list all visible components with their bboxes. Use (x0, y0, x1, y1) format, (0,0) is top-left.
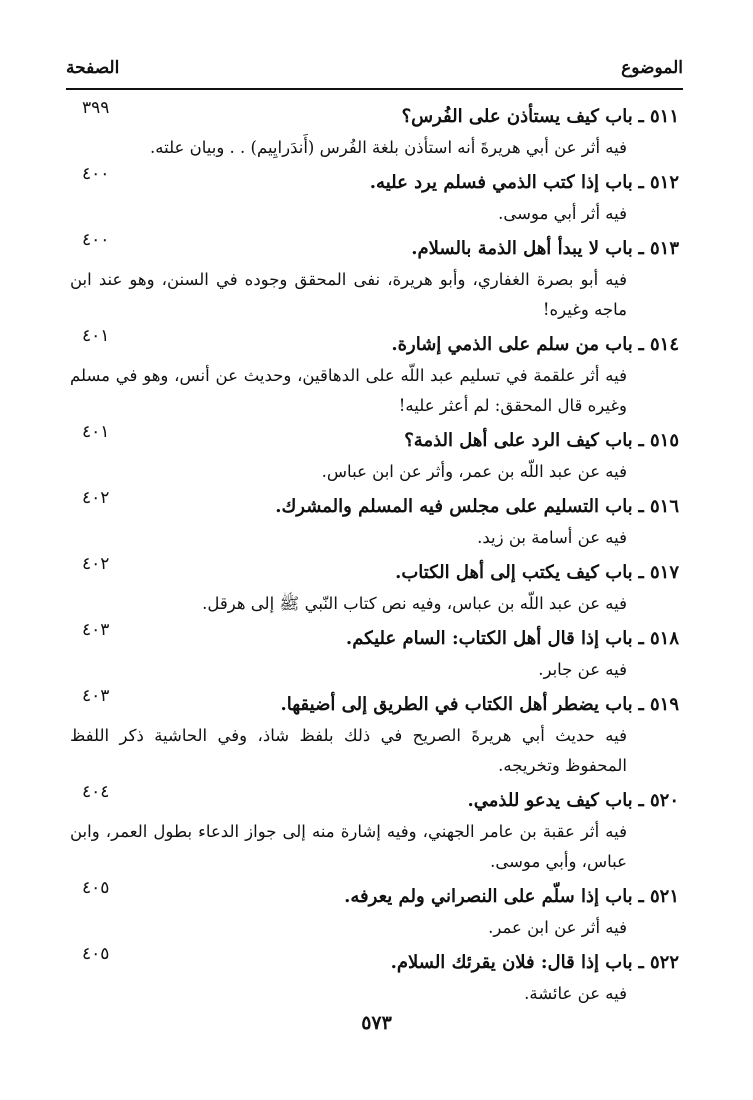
entry-heading (70, 232, 679, 265)
list-item (70, 166, 679, 232)
table-header (66, 56, 683, 86)
entry-heading (70, 946, 679, 979)
entry-description: فيه أبو بصرة الغفاري، وأبو هريرة، نفى المحقق وجوده في السنن، وهو عند ابن ماجه وغيره! (70, 270, 627, 319)
entry-title: باب من سلم على الذمي إشارة. (391, 334, 633, 355)
entry-title: باب إذا كتب الذمي فسلم يرد عليه. (369, 172, 633, 193)
entry-page-number: ٤٠١ (82, 422, 110, 442)
list-item (70, 328, 679, 424)
entries-list (70, 100, 679, 1012)
entry-title: باب لا يبدأ أهل الذمة بالسلام. (411, 238, 633, 259)
entry-number: ٥١٧ ـ (638, 562, 679, 583)
entry-page-number: ٤٠٠ (82, 164, 110, 184)
list-item (70, 232, 679, 328)
entry-description: فيه عن جابر. (538, 660, 627, 679)
entry-description: فيه عن عبد اللّه بن عمر، وأثر عن ابن عباس. (321, 462, 627, 481)
entry-number: ٥٢٠ ـ (638, 790, 679, 811)
entry-title: باب يضطر أهل الكتاب في الطريق إلى أضيقها. (280, 694, 633, 715)
entry-description: فيه حديث أبي هريرةَ الصريح في ذلك بلفظ شاذ، وفي الحاشية ذكر اللفظ المحفوظ وتخريجه. (70, 726, 627, 775)
entry-heading (70, 100, 679, 133)
entry-description: فيه أثر عقبة بن عامر الجهني، وفيه إشارة منه إلى جواز الدعاء بطول العمر، وابن عباس، وأبي موسى. (70, 822, 627, 871)
entry-title: باب التسليم على مجلس فيه المسلم والمشرك. (275, 496, 633, 517)
entry-page-number: ٤٠٠ (82, 230, 110, 250)
entry-number: ٥٢١ ـ (638, 886, 679, 907)
entry-description: فيه عن عبد اللّه بن عباس، وفيه نص كتاب النّبي ﷺ إلى هرقل. (202, 594, 627, 613)
entry-title: باب كيف يكتب إلى أهل الكتاب. (395, 562, 633, 583)
list-item (70, 490, 679, 556)
entry-number: ٥٢٢ ـ (638, 952, 679, 973)
entry-number: ٥١١ ـ (638, 106, 679, 127)
entry-heading (70, 166, 679, 199)
list-item (70, 556, 679, 622)
entry-number: ٥١٦ ـ (638, 496, 679, 517)
header-divider (66, 88, 683, 90)
page-column-label: الصفحة (66, 58, 120, 78)
entry-heading (70, 424, 679, 457)
entry-title: باب كيف يستأذن على الفُرس؟ (401, 106, 633, 127)
list-item (70, 946, 679, 1012)
entry-page-number: ٤٠٢ (82, 488, 110, 508)
entry-title: باب إذا قال: فلان يقرئك السلام. (390, 952, 633, 973)
entry-heading (70, 880, 679, 913)
entry-number: ٥١٥ ـ (638, 430, 679, 451)
entry-heading (70, 328, 679, 361)
entry-number: ٥١٤ ـ (638, 334, 679, 355)
entry-description: فيه أثر عن أبي هريرةَ أنه استأذن بلغة الفُرس (أَندَرايِيم) . . وبيان علته. (150, 138, 627, 157)
entry-description: فيه أثر علقمة في تسليم عبد اللّه على الدهاقين، وحديث عن أنس، وهو في مسلم وغيره قال المحقق: لم أعثر عليه! (70, 366, 627, 415)
entry-number: ٥١٢ ـ (638, 172, 679, 193)
entry-description: فيه عن عائشة. (524, 984, 627, 1003)
entry-title: باب إذا قال أهل الكتاب: السام عليكم. (345, 628, 633, 649)
entry-title: باب كيف الرد على أهل الذمة؟ (404, 430, 633, 451)
list-item (70, 100, 679, 166)
entry-heading (70, 784, 679, 817)
entry-number: ٥١٨ ـ (638, 628, 679, 649)
entry-number: ٥١٩ ـ (638, 694, 679, 715)
entry-description: فيه أثر أبي موسى. (498, 204, 627, 223)
entry-page-number: ٤٠٢ (82, 554, 110, 574)
list-item (70, 424, 679, 490)
entry-page-number: ٤٠١ (82, 326, 110, 346)
entry-page-number: ٤٠٤ (82, 782, 110, 802)
entry-heading (70, 556, 679, 589)
entry-heading (70, 622, 679, 655)
entry-page-number: ٤٠٣ (82, 686, 110, 706)
list-item (70, 688, 679, 784)
entry-description: فيه عن أسامة بن زيد. (477, 528, 627, 547)
entry-page-number: ٤٠٥ (82, 878, 110, 898)
entry-heading (70, 688, 679, 721)
list-item (70, 622, 679, 688)
entry-page-number: ٣٩٩ (82, 98, 110, 118)
entry-page-number: ٤٠٥ (82, 944, 110, 964)
entry-page-number: ٤٠٣ (82, 620, 110, 640)
page-number: ٥٧٣ (361, 1012, 392, 1034)
entry-title: باب كيف يدعو للذمي. (467, 790, 633, 811)
entry-heading (70, 490, 679, 523)
topic-column-label: الموضوع (621, 58, 683, 78)
entry-description: فيه أثر عن ابن عمر. (488, 918, 627, 937)
entry-number: ٥١٣ ـ (638, 238, 679, 259)
list-item (70, 880, 679, 946)
entry-title: باب إذا سلّم على النصراني ولم يعرفه. (344, 886, 633, 907)
list-item (70, 784, 679, 880)
